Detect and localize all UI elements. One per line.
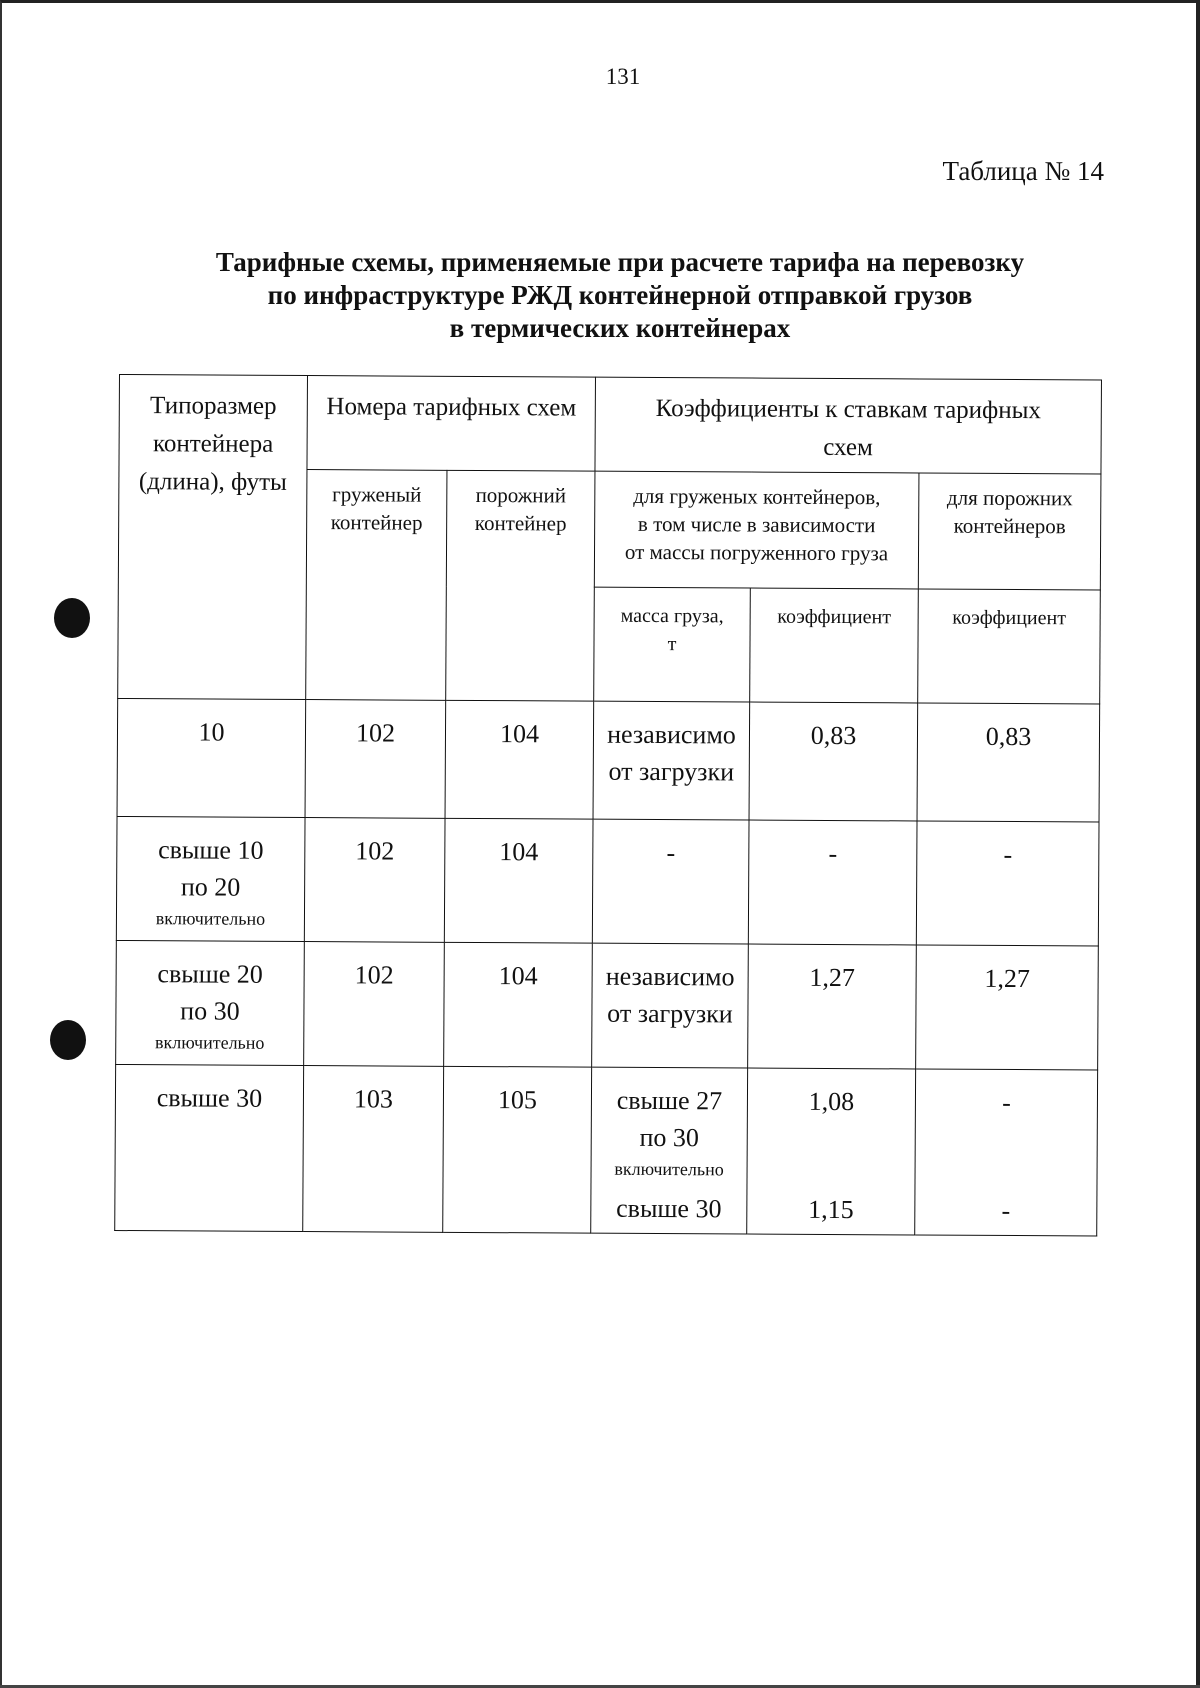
- header-text: Номера тарифных схем: [326, 393, 577, 422]
- cell-text: -: [1003, 839, 1013, 869]
- cell-text: свыше 30: [616, 1193, 722, 1224]
- cell-text: -: [828, 838, 838, 869]
- header-text: схем: [823, 433, 873, 462]
- header-text: груженый: [332, 482, 422, 507]
- cell-mass: [592, 819, 749, 944]
- header-text: от массы погруженного груза: [624, 539, 889, 566]
- cell-text: -: [1001, 1195, 1011, 1225]
- cell-coefficient-empty: [916, 945, 1099, 1070]
- cell-text: по 30: [180, 996, 240, 1026]
- cell-loaded-scheme: [304, 942, 445, 1067]
- header-scheme-numbers: [307, 376, 596, 472]
- cell-note: включительно: [155, 1032, 265, 1053]
- header-text: масса груза,: [620, 604, 724, 628]
- header-cargo-mass: [594, 587, 751, 702]
- header-text: контейнеров: [953, 513, 1066, 539]
- cell-coefficient: [749, 702, 918, 821]
- cell-empty-scheme: [444, 818, 593, 943]
- table-row: [115, 1064, 1098, 1235]
- cell-note: включительно: [614, 1158, 724, 1180]
- cell-text: 0,83: [985, 721, 1032, 752]
- cell-empty-scheme: [443, 1066, 592, 1233]
- header-text: в том числе в зависимости: [637, 511, 876, 538]
- cell-text: 102: [355, 718, 396, 748]
- cell-coefficient: [747, 1068, 916, 1235]
- cell-text: 104: [499, 837, 539, 867]
- header-text: Типоразмер: [150, 392, 277, 420]
- header-text: контейнер: [474, 510, 567, 536]
- document-title: [190, 246, 1050, 345]
- page-number: 131: [605, 64, 641, 89]
- cell-mass: [591, 1067, 748, 1234]
- cell-text: 1,27: [809, 962, 855, 993]
- header-text: Коэффициенты к ставкам тарифных: [655, 394, 1042, 425]
- table-row: [116, 940, 1099, 1069]
- cell-coefficient: [748, 820, 917, 945]
- cell-text: 1,08: [808, 1086, 855, 1117]
- cell-coefficient-empty: [917, 703, 1100, 822]
- cell-text: -: [1002, 1087, 1011, 1117]
- table-row: [117, 698, 1100, 821]
- header-text: контейнера: [152, 430, 274, 458]
- header-for-empty: [918, 473, 1101, 590]
- cell-text: 102: [355, 836, 395, 866]
- table-row: [116, 816, 1099, 945]
- punch-hole: [50, 1020, 86, 1060]
- header-text: порожний: [475, 482, 567, 508]
- title-line: по инфраструктуре РЖД контейнерной отправкой грузов: [267, 280, 973, 310]
- cell-text: 103: [353, 1084, 394, 1114]
- cell-size: [115, 1064, 304, 1231]
- header-coefficient: [750, 588, 919, 703]
- punch-hole: [54, 598, 90, 638]
- cell-text: свыше 20: [157, 959, 263, 989]
- header-empty-container: [446, 470, 595, 701]
- cell-text: свыше 30: [156, 1083, 263, 1113]
- header-container-size: [118, 375, 308, 700]
- cell-empty-scheme: [444, 942, 593, 1067]
- cell-text: 104: [498, 961, 538, 991]
- cell-text: свыше 27: [616, 1085, 723, 1116]
- cell-text: 105: [497, 1085, 538, 1115]
- cell-note: включительно: [155, 908, 266, 929]
- header-text: для порожних: [946, 485, 1073, 511]
- cell-text: от загрузки: [607, 998, 733, 1029]
- cell-size: [117, 698, 306, 817]
- cell-loaded-scheme: [304, 818, 445, 943]
- cell-mass: [593, 701, 750, 820]
- cell-size: [116, 940, 305, 1065]
- cell-coefficient-empty: [915, 1069, 1098, 1236]
- cell-loaded-scheme: [305, 700, 446, 819]
- cell-text: от загрузки: [608, 756, 735, 787]
- header-text: т: [667, 633, 677, 656]
- header-text: коэффициент: [952, 606, 1067, 630]
- cell-text: 10: [198, 717, 225, 747]
- cell-text: 104: [499, 719, 540, 749]
- cell-text: по 30: [639, 1122, 700, 1153]
- header-coefficients: [595, 377, 1102, 474]
- header-loaded-container: [306, 470, 447, 701]
- header-for-loaded: [594, 471, 919, 589]
- title-line: Тарифные схемы, применяемые при расчете тарифа на перевозку: [215, 247, 1025, 277]
- cell-text: -: [666, 838, 676, 868]
- cell-text: свыше 10: [158, 835, 264, 865]
- cell-text: 0,83: [810, 720, 857, 751]
- cell-text: 102: [354, 960, 394, 990]
- tariff-table: [114, 374, 1102, 1236]
- cell-coefficient: [748, 944, 917, 1069]
- header-coefficient-empty: [918, 589, 1101, 704]
- header-text: коэффициент: [777, 605, 892, 629]
- cell-loaded-scheme: [303, 1066, 444, 1233]
- header-text: контейнер: [330, 510, 423, 535]
- table-reference: Таблица № 14: [942, 156, 1104, 186]
- cell-text: независимо: [607, 719, 736, 750]
- cell-text: 1,15: [808, 1194, 854, 1225]
- scan-edge-right: [1196, 0, 1200, 1688]
- cell-text: 1,27: [984, 963, 1030, 994]
- cell-coefficient-empty: [916, 821, 1099, 946]
- header-text: (длина), футы: [138, 468, 287, 496]
- cell-text: по 20: [180, 872, 241, 902]
- cell-text: независимо: [605, 961, 735, 992]
- cell-mass: [592, 943, 749, 1068]
- cell-empty-scheme: [445, 700, 594, 819]
- header-text: для груженых контейнеров,: [633, 483, 881, 510]
- cell-size: [116, 816, 305, 941]
- title-line: в термических контейнерах: [449, 313, 791, 343]
